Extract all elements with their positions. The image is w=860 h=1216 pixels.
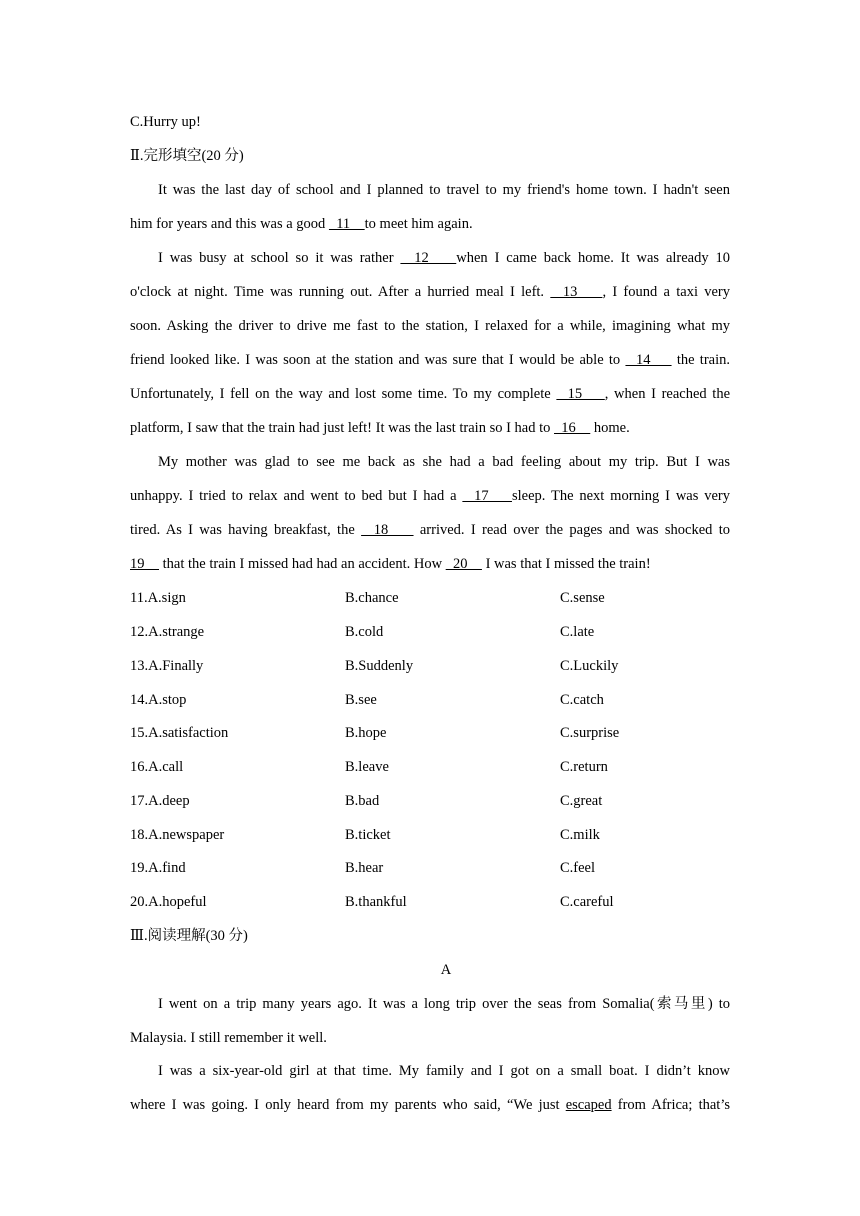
reading-text: where I was going. I only heard from my parents who said, “We just bbox=[130, 1097, 566, 1113]
option-20-c: C.careful bbox=[560, 894, 614, 910]
option-16-a: 16.A.call bbox=[130, 759, 184, 775]
option-20-a: 20.A.hopeful bbox=[130, 894, 207, 910]
passage-text: unhappy. I tried to relax and went to bed but I had a bbox=[130, 488, 463, 504]
passage-text: arrived. I read over the pages and was shocked to bbox=[413, 522, 730, 538]
option-12-a: 12.A.strange bbox=[130, 624, 205, 640]
reading-line-2: Malaysia. I still remember it well. bbox=[130, 1030, 327, 1046]
passage-line-6 bbox=[130, 350, 730, 370]
passage-text: the train. bbox=[671, 352, 731, 368]
option-19-c: C.feel bbox=[560, 860, 596, 876]
option-15-c: C.surprise bbox=[560, 725, 620, 741]
reading-line-4 bbox=[130, 1095, 730, 1115]
option-20-b: B.thankful bbox=[345, 894, 407, 910]
option-17-b: B.bad bbox=[345, 793, 380, 809]
passage-line-8 bbox=[130, 418, 730, 438]
passage-text: tired. As I was having breakfast, the bbox=[130, 522, 362, 538]
reading-part-label: A bbox=[440, 962, 452, 978]
passage-text: Unfortunately, I fell on the way and lost some time. To my complete bbox=[130, 386, 557, 402]
passage-line-3 bbox=[158, 248, 730, 268]
option-17-c: C.great bbox=[560, 793, 603, 809]
passage-line-10 bbox=[130, 486, 730, 506]
blank-18: 18 bbox=[361, 522, 414, 538]
option-13-c: C.Luckily bbox=[560, 658, 619, 674]
blank-16: 16 bbox=[554, 420, 591, 436]
option-16-c: C.return bbox=[560, 759, 608, 775]
option-18-c: C.milk bbox=[560, 827, 600, 843]
option-14-c: C.catch bbox=[560, 692, 604, 708]
blank-11: 11 bbox=[328, 216, 365, 232]
reading-text: from Africa; that’s bbox=[611, 1097, 730, 1113]
underlined-word: escaped bbox=[565, 1097, 612, 1113]
blank-20: 20 bbox=[445, 556, 482, 572]
passage-text: that the train I missed had had an accident. How bbox=[159, 556, 446, 572]
passage-text: platform, I saw that the train had just left! It was the last train so I had to bbox=[130, 420, 555, 436]
passage-text: friend looked like. I was soon at the station and was sure that I would be able to bbox=[130, 352, 626, 368]
blank-19: 19 bbox=[130, 556, 159, 572]
passage-line-11 bbox=[130, 520, 730, 540]
option-11-a: 11.A.sign bbox=[130, 590, 186, 606]
option-19-b: B.hear bbox=[345, 860, 384, 876]
passage-line-5: soon. Asking the driver to drive me fast to the station, I relaxed for a while, imagining what my bbox=[130, 318, 730, 334]
passage-text: him for years and this was a good bbox=[130, 216, 329, 232]
option-15-b: B.hope bbox=[345, 725, 387, 741]
passage-line-7 bbox=[130, 384, 730, 404]
reading-line-1: I went on a trip many years ago. It was a long trip over the seas from Somalia(索马里) to bbox=[158, 996, 730, 1012]
option-18-a: 18.A.newspaper bbox=[130, 827, 225, 843]
option-14-a: 14.A.stop bbox=[130, 692, 187, 708]
option-13-b: B.Suddenly bbox=[345, 658, 414, 674]
passage-line-12 bbox=[130, 554, 730, 574]
blank-14: 14 bbox=[625, 352, 672, 368]
passage-text: sleep. The next morning I was very bbox=[511, 488, 730, 504]
passage-line-4 bbox=[130, 282, 730, 302]
option-13-a: 13.A.Finally bbox=[130, 658, 204, 674]
option-11-b: B.chance bbox=[345, 590, 399, 606]
option-11-c: C.sense bbox=[560, 590, 605, 606]
option-19-a: 19.A.find bbox=[130, 860, 186, 876]
passage-line-9: My mother was glad to see me back as she had a bad feeling about my trip. But I was bbox=[158, 454, 730, 470]
option-18-b: B.ticket bbox=[345, 827, 391, 843]
option-15-a: 15.A.satisfaction bbox=[130, 725, 229, 741]
option-16-b: B.leave bbox=[345, 759, 389, 775]
passage-text: home. bbox=[590, 420, 630, 436]
reading-line-3: I was a six-year-old girl at that time. My family and I got on a small boat. I didn’t know bbox=[158, 1063, 730, 1079]
blank-15: 15 bbox=[556, 386, 605, 402]
passage-text: I was busy at school so it was rather bbox=[158, 250, 401, 266]
passage-line-1: It was the last day of school and I planned to travel to my friend's home town. I hadn't seen bbox=[158, 182, 730, 198]
passage-text: when I came back home. It was already 10 bbox=[456, 250, 730, 266]
passage-text: I was that I missed the train! bbox=[481, 556, 651, 572]
passage-line-2 bbox=[130, 214, 730, 234]
passage-text: o'clock at night. Time was running out. After a hurried meal I left. bbox=[130, 284, 551, 300]
previous-option: C.Hurry up! bbox=[130, 114, 201, 130]
option-17-a: 17.A.deep bbox=[130, 793, 190, 809]
passage-text: , I found a taxi very bbox=[602, 284, 730, 300]
blank-17: 17 bbox=[462, 488, 512, 504]
passage-text: , when I reached the bbox=[604, 386, 731, 402]
blank-13: 13 bbox=[550, 284, 603, 300]
blank-12: 12 bbox=[400, 250, 457, 266]
section-3-heading: Ⅲ.阅读理解(30 分) bbox=[130, 928, 248, 944]
option-14-b: B.see bbox=[345, 692, 377, 708]
option-12-b: B.cold bbox=[345, 624, 384, 640]
section-2-heading: Ⅱ.完形填空(20 分) bbox=[130, 148, 244, 164]
passage-text: to meet him again. bbox=[364, 216, 473, 232]
option-12-c: C.late bbox=[560, 624, 595, 640]
